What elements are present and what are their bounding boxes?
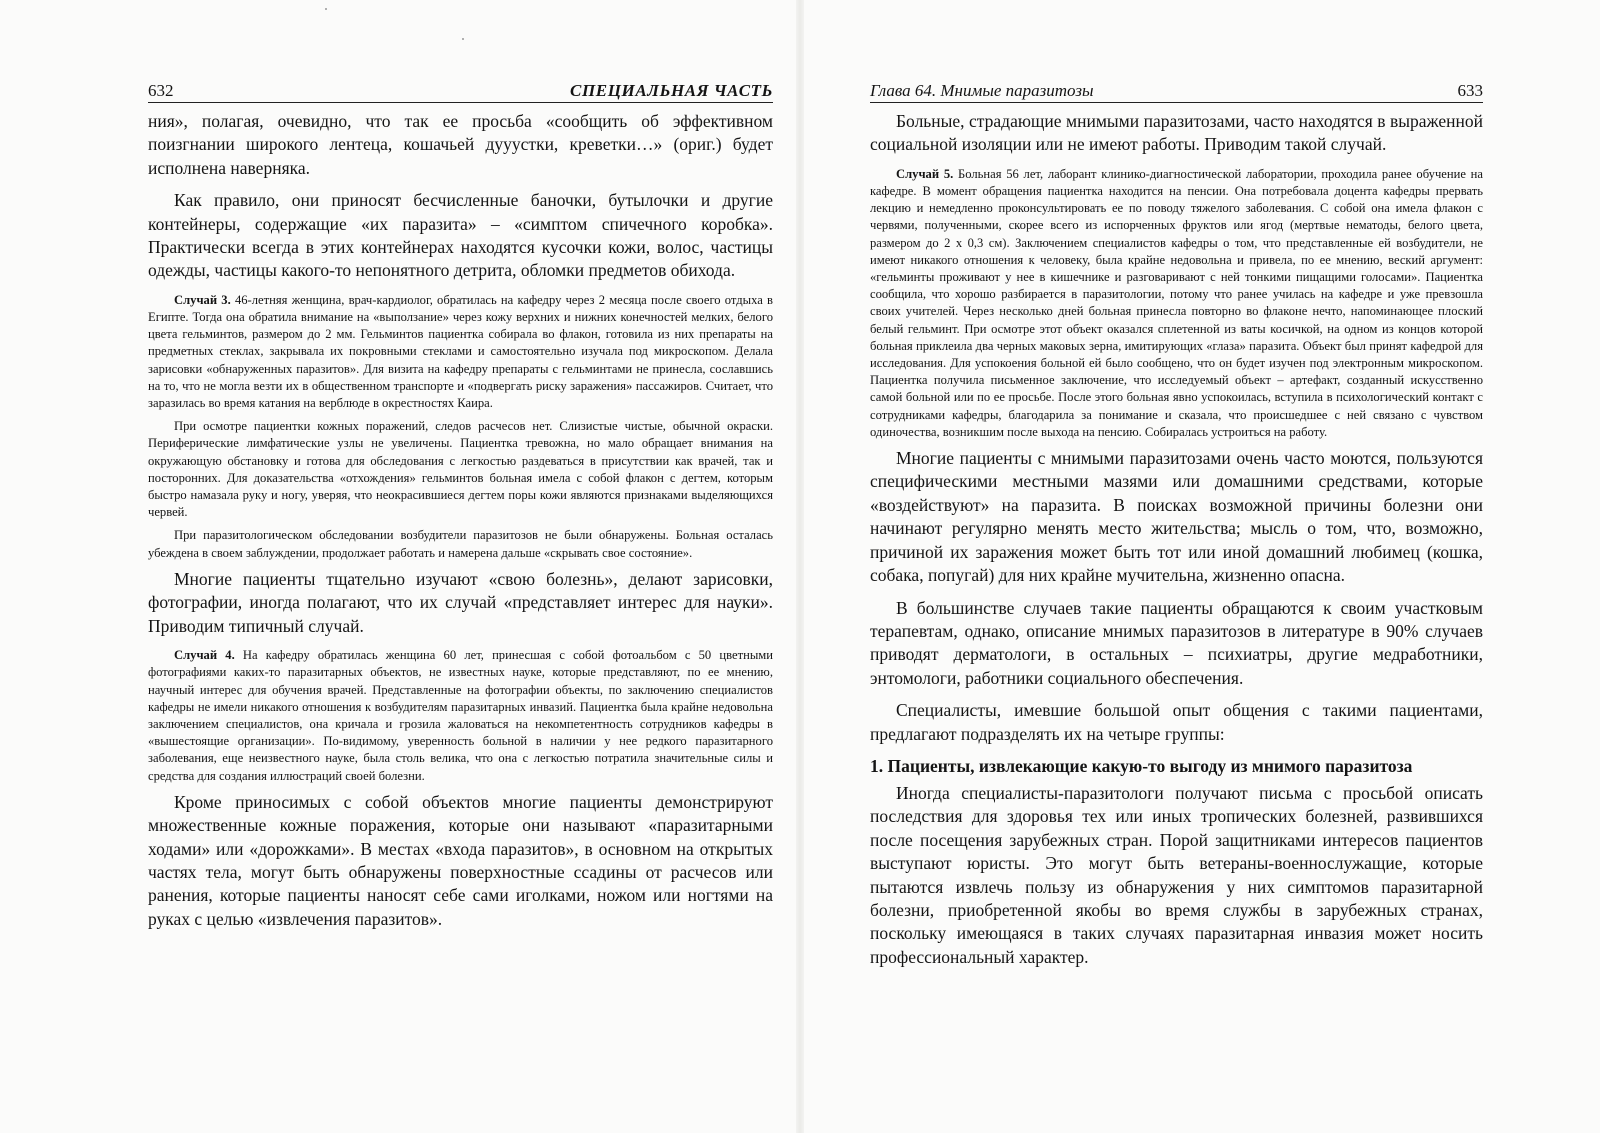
paragraph-text: При паразитологическом обследовании возбудители паразитозов не были обнаружены. Больная осталась убеждена в своем заблуждении, продолжает работать и намерена дальше «скрывать свое состояние». xyxy=(148,528,773,560)
case-label: Случай 5. xyxy=(896,166,954,181)
paragraph-text: Больные, страдающие мнимыми паразитозами, часто находятся в выраженной социальной изоляции или не имеют работы. Приводим такой случай. xyxy=(870,111,1483,155)
paragraph-text: При осмотре пациентки кожных поражений, следов расчесов нет. Слизистые чистые, обычной окраски. Периферические лимфатические узлы не увеличены. Пациентка тревожна, но мало обращает внимания на окружающую обстановку и готова для обследования с легкостью раздеваться в присутствии как врачей, так и посторонних. Для доказательства «отхождения» гельминтов больная имела с собой флакон с дегтем, которым быстро намазала руку и ногу, уверяя, что неокрасившиеся дегтем поры кожи являются признаками выделяющихся червей. xyxy=(148,419,773,520)
paragraph-text: Многие пациенты с мнимыми паразитозами очень часто моются, пользуются специфическими местными мазями или домашними средствами, которые «воздействуют» на паразита. В поисках возможной причины болезни они начинают регулярно менять место жительства; мысль о том, что, возможно, причиной их заражения может быть тот или иной домашний любимец (кошка, собака, попугай) для них крайне мучительна, жизненно опасна. xyxy=(870,448,1483,586)
paragraph-text: Кроме приносимых с собой объектов многие пациенты демонстрируют множественные кожные поражения, которые они называют «паразитарными ходами» или «дорожками». В местах «входа паразитов», в основном на открытых частях тела, могут быть обнаружены поверхностные ссадины от расчесов или ранения, которые пациенты наносят себе сами иголками, ножом или ногтями на руках с целью «извлечения паразитов». xyxy=(148,791,773,929)
body-paragraph xyxy=(148,110,773,180)
case-paragraph xyxy=(148,647,773,785)
paragraph-text: В большинстве случаев такие пациенты обращаются к своим участковым терапевтам, однако, описание мнимых паразитозов в литературе в 90% случаев приводят дерматологи, в остальных – психиатры, другие медработники, энтомологи, работники социального обеспечения. xyxy=(870,597,1483,688)
paragraph-text: На кафедру обратилась женщина 60 лет, принесшая с собой фотоальбом с 50 цветными фотографиями каких-то паразитарных объектов, не известных науке, которые представляют, по ее мнению, научный интерес для обучения врачей. Представленные на фотографии объекты, по заключению специалистов кафедры не имели никакого отношения к возбудителям паразитарных инвазий. Пациентка была крайне недовольна заключением специалистов, она кричала и грозила жаловаться на некомпетентность сотрудников кафедры в «вышестоящие организации». По-видимому, уверенность больной в наличии у нее редкого паразитарного заболевания, еще неизвестного науке, была столь велика, что она с легкостью потратила значительные силы и средства для создания иллюстраций своей болезни. xyxy=(148,648,773,783)
paragraph-text: ния», полагая, очевидно, что так ее просьба «сообщить об эффективном поизгнании широкого лентеца, кошачьей дууустки, креветки…» (ориг.) будет исполнена наверняка. xyxy=(148,111,773,178)
paragraph-text: Многие пациенты тщательно изучают «свою болезнь», делают зарисовки, фотографии, иногда полагают, что их случай «представляет интерес для науки». Приводим типичный случай. xyxy=(148,568,773,636)
paragraph-text: Специалисты, имевшие большой опыт общения с такими пациентами, предлагают подразделять их на четыре группы: xyxy=(870,700,1483,744)
scan-speck xyxy=(462,38,464,40)
case-paragraph xyxy=(148,527,773,561)
body-paragraph xyxy=(148,791,773,931)
section-heading-text: 1. Пациенты, извлекающие какую-то выгоду из мнимого паразитоза xyxy=(870,755,1413,776)
left-page-header xyxy=(148,80,773,104)
right-page-body xyxy=(870,110,1483,978)
paragraph-text: Как правило, они приносят бесчисленные баночки, бутылочки и другие контейнеры, содержащие «их паразита» – «симптом спичечного коробка». Практически всегда в этих контейнерах находятся кусочки кожи, волос, частицы одежды, частицы какого-то непонятного детрита, обломки предметов обихода. xyxy=(148,190,773,281)
case-paragraph xyxy=(148,292,773,412)
left-header-rule xyxy=(148,102,773,103)
case-label: Случай 3. xyxy=(174,292,231,307)
case-paragraph xyxy=(870,166,1483,441)
body-paragraph xyxy=(870,597,1483,691)
body-paragraph xyxy=(148,568,773,638)
paragraph-text: Больная 56 лет, лаборант клинико-диагностической лаборатории, проходила ранее обучение на кафедре. В момент обращения пациентка находится на пенсии. Она потребовала доцента кафедры прервать лекцию и немедленно проконсультировать ее по поводу тяжелого заболевания. С собой она имела флакон с червями, полученными, скорее всего из испорченных фруктов или ягод (мертвые нематоды, белого цвета, размером до 2 х 0,3 см). Заключением специалистов кафедры о том, что представленные ей возбудители, не имеют никакого отношения к человеку, была крайне недовольна и привела, по ее мнению, веский аргумент: «гельминты проживают у нее в кишечнике и разговаривают с ней тонкими пищащими голосами». Пациентка сообщила, что хорошо разбирается в паразитологии, потому что ранее училась на кафедре и уже превзошла своих учителей. Через несколько дней больная принесла повторно во флаконе нечто, напоминающее плоский белый гельминт. При осмотре этот объект оказался сплетенной из ваты косичкой, на одном из концов которой больная приклеила два черных маковых зерна, имитирующих «глаза» паразита. Объект был принят кафедрой для исследования. Для успокоения больной ей было сообщено, что он будет изучен под электронным микроскопом. Пациентка получила письменное заключение, что исследуемый объект – артефакт, созданный искусственно самой больной или по ее просьбе. После этого больная явно успокоилась, вступила в психологический контакт с сотрудниками кафедры, благодарила за понимание и сказала, что происшедшее с ней связано с чувством одиночества, возникшим после выхода на пенсию. Собиралась устроиться на работу. xyxy=(870,166,1483,439)
body-paragraph xyxy=(870,110,1483,157)
left-page-body xyxy=(148,110,773,940)
right-running-title: Глава 64. Мнимые паразитозы xyxy=(870,81,1094,100)
body-paragraph xyxy=(870,447,1483,587)
section-heading xyxy=(870,755,1483,778)
body-paragraph xyxy=(870,699,1483,746)
left-running-title: СПЕЦИАЛЬНАЯ ЧАСТЬ xyxy=(570,81,773,100)
scan-speck xyxy=(325,8,327,10)
right-header-rule xyxy=(870,102,1483,103)
case-label: Случай 4. xyxy=(174,648,235,663)
right-page xyxy=(800,0,1600,1133)
body-paragraph xyxy=(870,782,1483,969)
right-page-number: 633 xyxy=(1457,81,1483,100)
case-paragraph xyxy=(148,418,773,521)
paragraph-text: 46-летняя женщина, врач-кардиолог, обратилась на кафедру через 2 месяца после своего отдыха в Египте. Тогда она обратила внимание на «выползание» через кожу верхних и нижних конечностей мелких, белого цвета гельминтов, размером до 2 мм. Гельминтов пациентка собирала во флакон, готовила из них препараты на предметных стеклах, закрывала их покровными стеклами и самостоятельно изучала под микроскопом. Делала зарисовки «обнаруженных паразитов». Для визита на кафедру препараты с гельминтами не принесла, сославшись на то, что не могла везти их в общественном транспорте и «подвергать риску заражения» пассажиров. Считает, что заразилась во время катания на верблюде в окрестностях Каира. xyxy=(148,292,773,411)
right-page-header xyxy=(870,80,1483,104)
left-page-number: 632 xyxy=(148,81,174,100)
paragraph-text: Иногда специалисты-паразитологи получают письма с просьбой описать последствия для здоровья тех или иных тропических болезней, развившихся после посещения зарубежных стран. Порой защитниками интересов пациентов выступают юристы. Это могут быть ветераны-военнослужащие, которые пытаются извлечь пользу из обнаружения у них симптомов паразитарной болезни, приобретенной якобы во время службы в зарубежных странах, поскольку имеющаяся в таких случаях паразитарная инвазия может носить профессиональный характер. xyxy=(870,782,1483,967)
body-paragraph xyxy=(148,189,773,283)
